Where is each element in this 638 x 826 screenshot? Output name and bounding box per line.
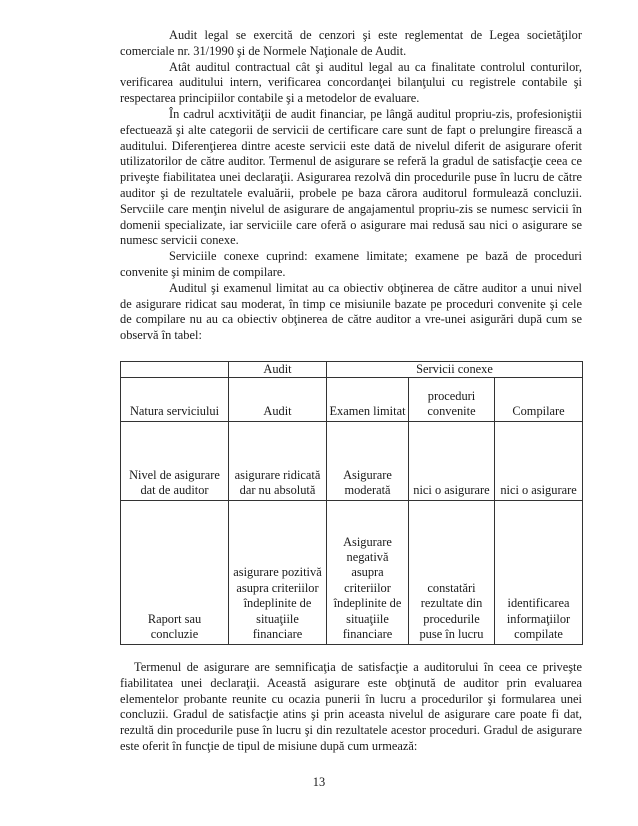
table-row bbox=[121, 501, 583, 645]
table-cell: Natura serviciului bbox=[121, 378, 229, 422]
table-cell: proceduri convenite bbox=[409, 378, 495, 422]
table-cell: Asigurare moderată bbox=[327, 422, 409, 501]
table-row bbox=[121, 378, 583, 422]
table-cell: constatări rezultate din procedurile puse în lucru bbox=[409, 501, 495, 645]
table-cell: nici o asigurare bbox=[409, 422, 495, 501]
page-number: 13 bbox=[312, 775, 326, 789]
table-cell: Audit bbox=[229, 378, 327, 422]
table-cell: identificarea informaţiilor compilate bbox=[495, 501, 583, 645]
table-cell: Compilare bbox=[495, 378, 583, 422]
paragraph-audit-purpose: Atât auditul contractual cât şi auditul legal au ca finalitate controlul conturilor, verificarea auditului intern, verificarea concordanţei bilanţului cu registrele contabile şi respectarea principiilor contabile şi a metodelor de evaluare. bbox=[120, 59, 582, 106]
paragraph-audit-objective: Auditul şi examenul limitat au ca obiectiv obţinerea de către auditor a unui nivel de asigurare ridicat sau moderat, în timp ce misiunile bazate pe proceduri convenite şi cele de compilare nu au ca obiectiv obţinerea de către auditor a vre-unei asigurări după cum se observă în tabel: bbox=[120, 280, 582, 343]
table-cell: Examen limitat bbox=[327, 378, 409, 422]
table-row bbox=[121, 422, 583, 501]
body-text-top bbox=[120, 28, 582, 344]
paragraph-related-services: Serviciile conexe cuprind: examene limitate; examene pe bază de proceduri convenite şi minim de compilare. bbox=[120, 249, 582, 279]
table-cell: asigurare ridicată dar nu absolută bbox=[229, 422, 327, 501]
table-cell: asigurare pozitivă asupra criteriilor îndeplinite de situaţiile financiare bbox=[229, 501, 327, 645]
paragraph-assurance-term: Termenul de asigurare are semnificaţia de satisfacţie a auditorului în ceea ce priveşte fiabilitatea unei declaraţii. Această asigurare este obţinută de auditor prin evaluarea elementelor probante reunite cu ocazia punerii în lucru a procedurilor şi formularea unei concluzii. Gradul de satisfacţie atins şi prin aceasta nivelul de asigurare care poate fi dat, rezultă din procedurile puse în lucru şi din rezultatele acestor proceduri. Gradul de asigurare este oferit în funcţie de tipul de misiune după cum urmează: bbox=[120, 660, 582, 753]
table-header-related-services: Servicii conexe bbox=[327, 362, 583, 378]
table-cell-empty bbox=[121, 362, 229, 378]
body-text-bottom bbox=[120, 660, 582, 755]
paragraph-legal-audit: Audit legal se exercită de cenzori şi este reglementat de Legea societăţilor comerciale nr. 31/1990 şi de Normele Naţionale de Audit. bbox=[120, 28, 582, 58]
services-table bbox=[120, 361, 583, 645]
table-cell: Raport sau concluzie bbox=[121, 501, 229, 645]
table-header-row bbox=[121, 362, 583, 378]
table-cell: Nivel de asigurare dat de auditor bbox=[121, 422, 229, 501]
table-cell: nici o asigurare bbox=[495, 422, 583, 501]
table-cell: Asigurare negativă asupra criteriilor îndeplinite de situaţiile financiare bbox=[327, 501, 409, 645]
paragraph-certification-services: În cadrul acxtivităţii de audit financiar, pe lângă auditul propriu-zis, profesioniştii efectuează şi alte categorii de servicii de certificare care sunt de fapt o prelungire firească a auditului. Diferenţierea dintre aceste servicii este dată de nivelul diferit de asigurare oferit utilizatorilor de către auditor. Termenul de asigurare se referă la gradul de satisfacţie ceea ce priveşte fiabilitatea unei declaraţii. Asigurarea rezolvă din procedurile puse în lucru de către auditor şi de rezultatele evaluării, probele pe baza cărora auditorul formulează concluzii. Servciile care menţin nivelul de asigurare de angajamentul propriu-zis se numesc servicii în domenii specializate, iar serviciile care oferă o asigurare mai redusă sau nici o asigurare se numesc servicii conexe. bbox=[120, 106, 582, 248]
table-header-audit: Audit bbox=[229, 362, 327, 378]
